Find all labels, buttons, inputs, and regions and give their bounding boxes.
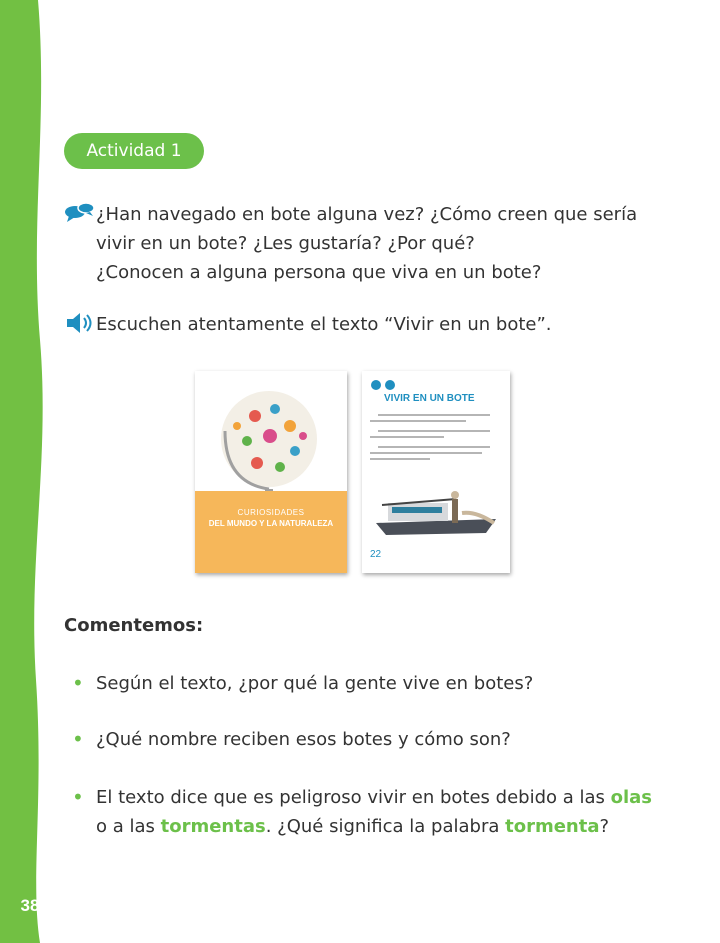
book-page <box>362 371 510 573</box>
list-item <box>72 669 533 698</box>
bullet-dot-icon: • <box>72 785 84 809</box>
discussion-questions <box>96 200 637 287</box>
list-item <box>72 725 511 754</box>
speech-bubbles-icon <box>64 200 96 226</box>
listen-instruction-block <box>64 310 552 339</box>
page-number: 38 <box>20 896 40 915</box>
highlight-word: tormenta <box>505 816 600 837</box>
boat-photo <box>366 483 506 543</box>
question-text: El texto dice que es peligroso vivir en botes debido a las <box>96 787 611 808</box>
comment-question: Según el texto, ¿por qué la gente vive en botes? <box>96 673 534 694</box>
comment-section-title: Comentemos: <box>64 615 204 636</box>
side-band <box>0 0 70 943</box>
bullet-dot-icon: • <box>72 671 84 695</box>
article-title: VIVIR EN UN BOTE <box>384 393 475 404</box>
book-cover <box>195 371 347 573</box>
question-text: ? <box>599 816 610 837</box>
article-text-lines <box>370 411 500 481</box>
question-line: ¿Han navegado en bote alguna vez? ¿Cómo creen que sería <box>96 204 638 225</box>
list-item <box>72 783 652 841</box>
page-header-icons <box>370 379 400 391</box>
comment-question <box>96 783 652 841</box>
question-text: o a las <box>96 816 161 837</box>
globe-illustration <box>195 371 347 501</box>
highlight-word: tormentas <box>160 816 266 837</box>
article-page-number: 22 <box>370 549 382 560</box>
question-line <box>96 812 652 841</box>
cover-band <box>195 491 347 573</box>
speaker-icon <box>64 310 96 336</box>
question-text: . ¿Qué significa la palabra <box>265 816 506 837</box>
book-images <box>195 371 513 575</box>
bullet-dot-icon: • <box>72 727 84 751</box>
highlight-word: olas <box>610 787 653 808</box>
question-line: ¿Conocen a alguna persona que viva en un bote? <box>96 262 542 283</box>
book-subtitle: CURIOSIDADES <box>237 508 305 517</box>
question-line <box>96 783 652 812</box>
book-title: DEL MUNDO Y LA NATURALEZA <box>208 519 334 528</box>
question-line: vivir en un bote? ¿Les gustaría? ¿Por qué? <box>96 233 475 254</box>
listen-instruction: Escuchen atentamente el texto “Vivir en un bote”. <box>96 314 552 335</box>
comment-question: ¿Qué nombre reciben esos botes y cómo son? <box>96 729 511 750</box>
activity-badge: Actividad 1 <box>64 133 204 169</box>
discussion-question-block <box>64 200 637 287</box>
